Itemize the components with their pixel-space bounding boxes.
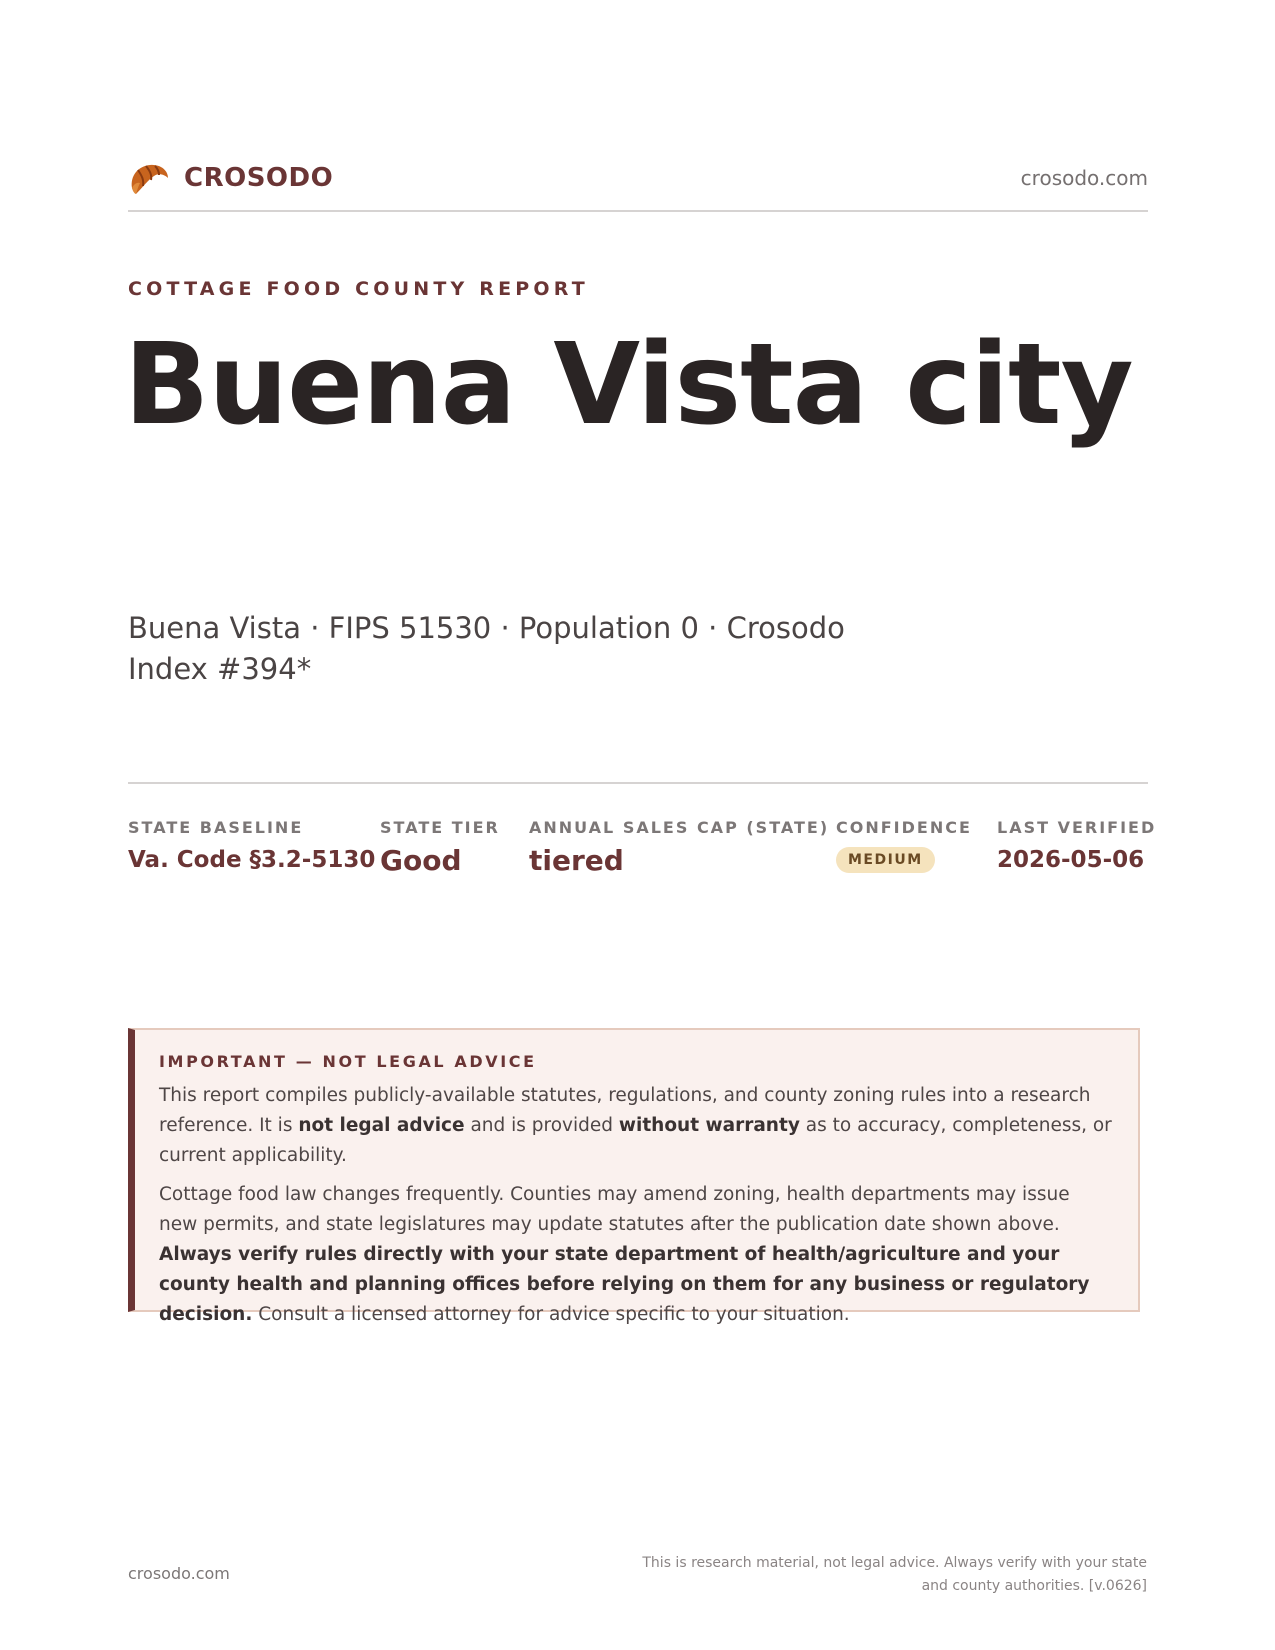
footer-disclaimer-line: and county authorities. [v.0626] [921,1578,1147,1594]
notice-text: as to accuracy, completeness, or current applicability. [159,1115,1112,1166]
section-divider [128,782,1148,784]
croissant-icon [128,158,170,198]
report-subtitle: Buena Vista · FIPS 51530 · Population 0 · Crosodo Index #394* [128,611,845,686]
meta-state-baseline [128,818,375,873]
report-eyebrow: COTTAGE FOOD COUNTY REPORT [128,278,589,300]
meta-value: 2026-05-06 [997,847,1145,873]
meta-label: STATE BASELINE [128,818,304,837]
brand[interactable] [128,158,333,198]
meta-value: tiered [529,844,624,877]
notice-title: IMPORTANT — NOT LEGAL ADVICE [159,1052,537,1071]
meta-annual-sales-cap [529,818,829,877]
notice-bold: Always verify rules directly with your state department of health/agriculture and your county health and planning offices before relying on them for any business or regulatory decision. [159,1244,1090,1325]
brand-name: CROSODO [184,163,334,193]
meta-confidence [836,818,972,873]
notice-bold: without warranty [618,1115,800,1136]
site-url[interactable]: crosodo.com [1020,166,1148,190]
meta-value: Good [380,844,462,877]
footer-site-url[interactable]: crosodo.com [128,1564,230,1583]
meta-label: STATE TIER [380,818,500,837]
notice-bold: not legal advice [298,1115,465,1136]
notice-paragraph [159,1081,1112,1171]
notice-text: This report compiles publicly-available statutes, regulations, and county zoning rules into a research reference. It is [159,1085,1091,1136]
notice-text: Consult a licensed attorney for advice specific to your situation. [252,1304,850,1325]
meta-value: Va. Code §3.2-5130 [128,847,376,873]
legal-notice [128,1028,1140,1325]
notice-paragraph [159,1180,1112,1330]
meta-label: CONFIDENCE [836,818,972,837]
meta-label: LAST VERIFIED [997,818,1157,837]
page-title: Buena Vista city [124,320,1133,450]
footer-disclaimer [627,1552,1147,1598]
page-header [128,158,1148,212]
meta-label: ANNUAL SALES CAP (STATE) [529,818,830,837]
footer-disclaimer-line: This is research material, not legal advice. Always verify with your state [642,1555,1147,1571]
confidence-badge: MEDIUM [836,847,935,873]
meta-last-verified [997,818,1156,873]
meta-state-tier [380,818,500,877]
notice-text: Cottage food law changes frequently. Counties may amend zoning, health departments may issue new permits, and state legislatures may update statutes after the publication date shown above. [159,1184,1070,1235]
notice-text: and is provided [464,1115,619,1136]
